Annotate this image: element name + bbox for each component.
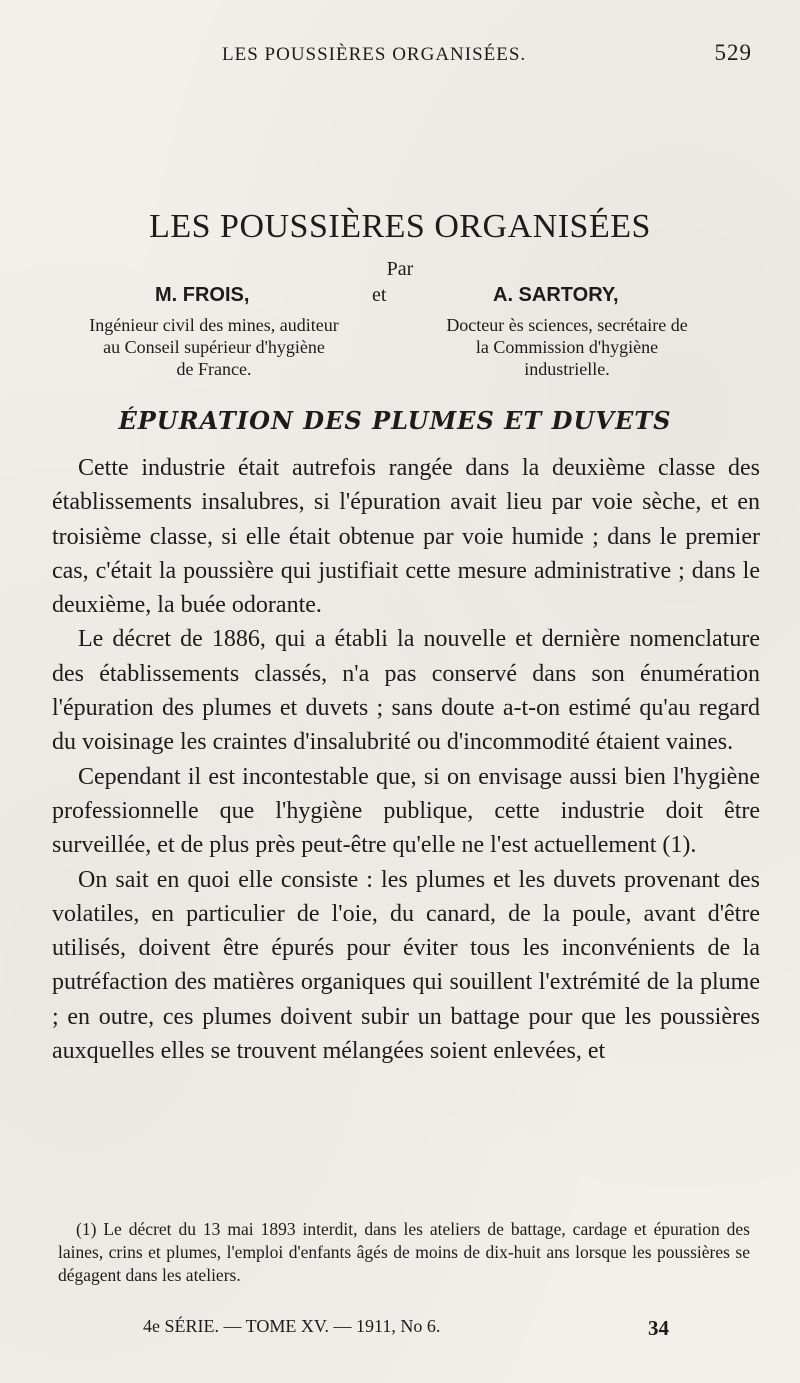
author-2-name: A. SARTORY,: [493, 284, 619, 306]
series-line: 4e SÉRIE. — TOME XV. — 1911, No 6.: [143, 1316, 441, 1336]
affiliation-line: de France.: [176, 359, 252, 379]
author-conjunction: et: [372, 284, 387, 306]
running-head-title: LES POUSSIÈRES ORGANISÉES.: [222, 44, 527, 65]
sheet-number: 34: [648, 1316, 669, 1340]
by-line: Par: [386, 258, 414, 280]
footnote-text: (1) Le décret du 13 mai 1893 interdit, dans les ateliers de battage, cardage et épuration des laines, crins et plumes, l'emploi d'enfants âgés de moins de dix-huit ans lorsque les poussières se dégagent dans les ateliers.: [58, 1219, 750, 1285]
affiliation-line: industrielle.: [524, 359, 610, 379]
affiliation-line: la Commission d'hygiène: [475, 337, 659, 357]
authors-row: [0, 284, 800, 314]
paragraph: On sait en quoi elle consiste : les plumes et les duvets provenant des volatiles, en particulier de l'oie, du canard, de la poule, avant d'être utilisés, doivent être épurés pour éviter tous les inconvénients de la putréfaction des matières organiques qui souillent l'extrémité de la plume ; en outre, ces plumes doivent subir un battage pour que les poussières auxquelles elles se trouvent mélangées soient enlevées, et: [52, 866, 760, 1065]
article-title: LES POUSSIÈRES ORGANISÉES: [149, 208, 651, 245]
author-2-affiliation: [394, 314, 740, 380]
author-1-name: M. FROIS,: [155, 284, 250, 306]
printer-signature: [0, 1316, 800, 1346]
paragraph: Cette industrie était autrefois rangée dans la deuxième classe des établissements insalubres, si l'épuration avait lieu par voie sèche, et en troisième classe, si elle était obtenue par voie humide ; dans le premier cas, c'était la poussière qui justifiait cette mesure administrative ; dans le deuxième, la buée odorante.: [52, 455, 760, 619]
section-title: ÉPURATION DES PLUMES ET DUVETS: [118, 406, 672, 435]
page-number: 529: [714, 40, 752, 65]
author-1-affiliation: [44, 314, 384, 380]
paragraph: Le décret de 1886, qui a établi la nouvelle et dernière nomenclature des établissements classés, n'a pas conservé dans son énumération l'épuration des plumes et duvets ; sans doute a-t-on estimé qu'au regard du voisinage les craintes d'insalubrité ou d'incommodité étaient vaines.: [52, 626, 760, 756]
paragraph: Cependant il est incontestable que, si on envisage aussi bien l'hygiène professionnelle que l'hygiène publique, cette industrie doit être surveillée, et de plus près peut-être qu'elle ne l'est actuellement (1).: [52, 763, 760, 859]
affiliation-line: Docteur ès sciences, secrétaire de: [446, 315, 688, 335]
affiliation-line: au Conseil supérieur d'hygiène: [103, 337, 325, 357]
running-head: [52, 40, 752, 70]
affiliation-line: Ingénieur civil des mines, auditeur: [89, 315, 339, 335]
footnote: [58, 1218, 750, 1287]
body-text: [52, 451, 760, 1068]
